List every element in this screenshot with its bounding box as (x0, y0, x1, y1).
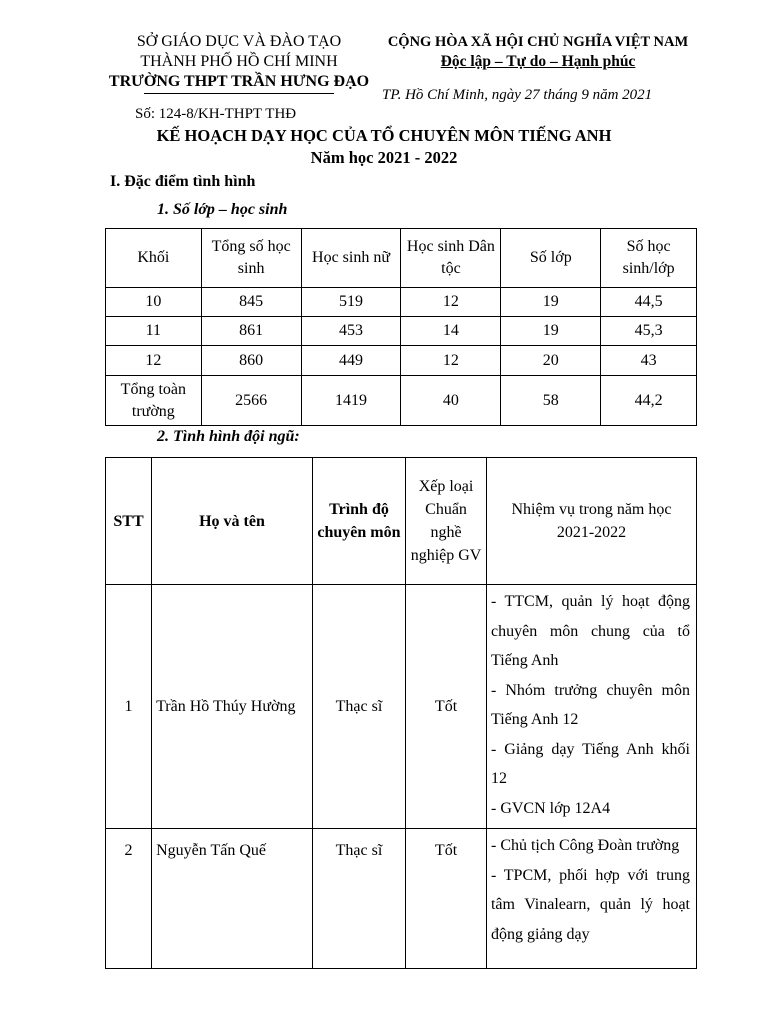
table-cell: Nguyễn Tấn Quế (152, 829, 313, 969)
duty-item: - Chủ tịch Công Đoàn trường (490, 837, 680, 854)
table-cell: 20 (501, 346, 601, 376)
column-header: Học sinh nữ (301, 229, 401, 288)
table-cell: Thạc sĩ (312, 585, 405, 829)
national-motto: Độc lập – Tự do – Hạnh phúc (440, 53, 636, 70)
table-cell: 12 (106, 346, 202, 376)
table-cell: 453 (301, 317, 401, 346)
table-cell: Tốt (406, 585, 487, 829)
table-cell: 44,5 (601, 288, 697, 317)
school-underline (144, 93, 334, 94)
table-row (106, 829, 697, 969)
column-header: Học sinh Dân tộc (401, 229, 501, 288)
title-line-2: Năm học 2021 - 2022 (310, 148, 458, 167)
school-name: TRƯỜNG THPT TRẦN HƯNG ĐẠO (108, 73, 370, 90)
subsection-heading-staff: 2. Tình hình đội ngũ: (157, 428, 300, 445)
table-cell: Tốt (406, 829, 487, 969)
column-header: Họ và tên (152, 458, 313, 585)
table-cell: 40 (401, 376, 501, 426)
table-cell: 58 (501, 376, 601, 426)
table-row (106, 317, 697, 346)
table-cell: 845 (201, 288, 301, 317)
table-cell: Tổng toàn trường (106, 376, 202, 426)
table-cell: 14 (401, 317, 501, 346)
table-row (106, 585, 697, 829)
column-header: Xếp loại Chuẩn nghề nghiệp GV (406, 458, 487, 585)
title-line-1: KẾ HOẠCH DẠY HỌC CỦA TỔ CHUYÊN MÔN TIẾNG ANH (156, 126, 612, 145)
table-cell: 12 (401, 346, 501, 376)
national-heading (378, 32, 698, 72)
duty-item: - TTCM, quản lý hoạt động chuyên môn chung của tổ Tiếng Anh (490, 593, 690, 669)
column-header: Khối (106, 229, 202, 288)
table-cell: 43 (601, 346, 697, 376)
table-cell: Trần Hồ Thúy Hường (152, 585, 313, 829)
table-cell: 19 (501, 288, 601, 317)
table-row (106, 346, 697, 376)
duty-item: - GVCN lớp 12A4 (490, 799, 611, 817)
table-cell: 45,3 (601, 317, 697, 346)
table-cell: 10 (106, 288, 202, 317)
table-cell: 2 (106, 829, 152, 969)
table-row (106, 288, 697, 317)
table-cell: 12 (401, 288, 501, 317)
column-header: Trình độ chuyên môn (312, 458, 405, 585)
agency-line-2: THÀNH PHỐ HỒ CHÍ MINH (140, 53, 338, 70)
table-cell: 1419 (301, 376, 401, 426)
column-header: Số lớp (501, 229, 601, 288)
duty-item: - TPCM, phối hợp với trung tâm Vinalearn, quản lý hoạt động giảng dạy (490, 866, 690, 943)
document-number: Số: 124-8/KH-THPT THĐ (135, 106, 297, 122)
column-header: Số học sinh/lớp (601, 229, 697, 288)
document-date: TP. Hồ Chí Minh, ngày 27 tháng 9 năm 2021 (382, 87, 653, 103)
table-header-row (106, 229, 697, 288)
column-header: Tổng số học sinh (201, 229, 301, 288)
table-cell: 2566 (201, 376, 301, 426)
student-table (105, 228, 697, 426)
table-header-row (106, 458, 697, 585)
table-cell: 860 (201, 346, 301, 376)
column-header: STT (106, 458, 152, 585)
nation-name: CỘNG HÒA XÃ HỘI CHỦ NGHĨA VIỆT NAM (387, 34, 689, 50)
subsection-heading-classes: 1. Số lớp – học sinh (157, 201, 288, 218)
table-cell: 449 (301, 346, 401, 376)
duties-cell (486, 585, 696, 829)
document-title (0, 125, 768, 169)
table-cell: 19 (501, 317, 601, 346)
duty-item: - Giảng dạy Tiếng Anh khối 12 (490, 740, 690, 787)
agency-line-1: SỞ GIÁO DỤC VÀ ĐÀO TẠO (136, 33, 342, 50)
table-cell: 519 (301, 288, 401, 317)
table-total-row (106, 376, 697, 426)
table-cell: 861 (201, 317, 301, 346)
duty-item: - Nhóm trưởng chuyên môn Tiếng Anh 12 (490, 681, 690, 728)
staff-table (105, 457, 697, 969)
section-heading: I. Đặc điểm tình hình (110, 173, 256, 190)
table-cell: Thạc sĩ (312, 829, 405, 969)
table-cell: 44,2 (601, 376, 697, 426)
duties-cell (486, 829, 696, 969)
table-cell: 1 (106, 585, 152, 829)
column-header: Nhiệm vụ trong năm học 2021-2022 (486, 458, 696, 585)
table-cell: 11 (106, 317, 202, 346)
issuing-agency (108, 32, 370, 94)
